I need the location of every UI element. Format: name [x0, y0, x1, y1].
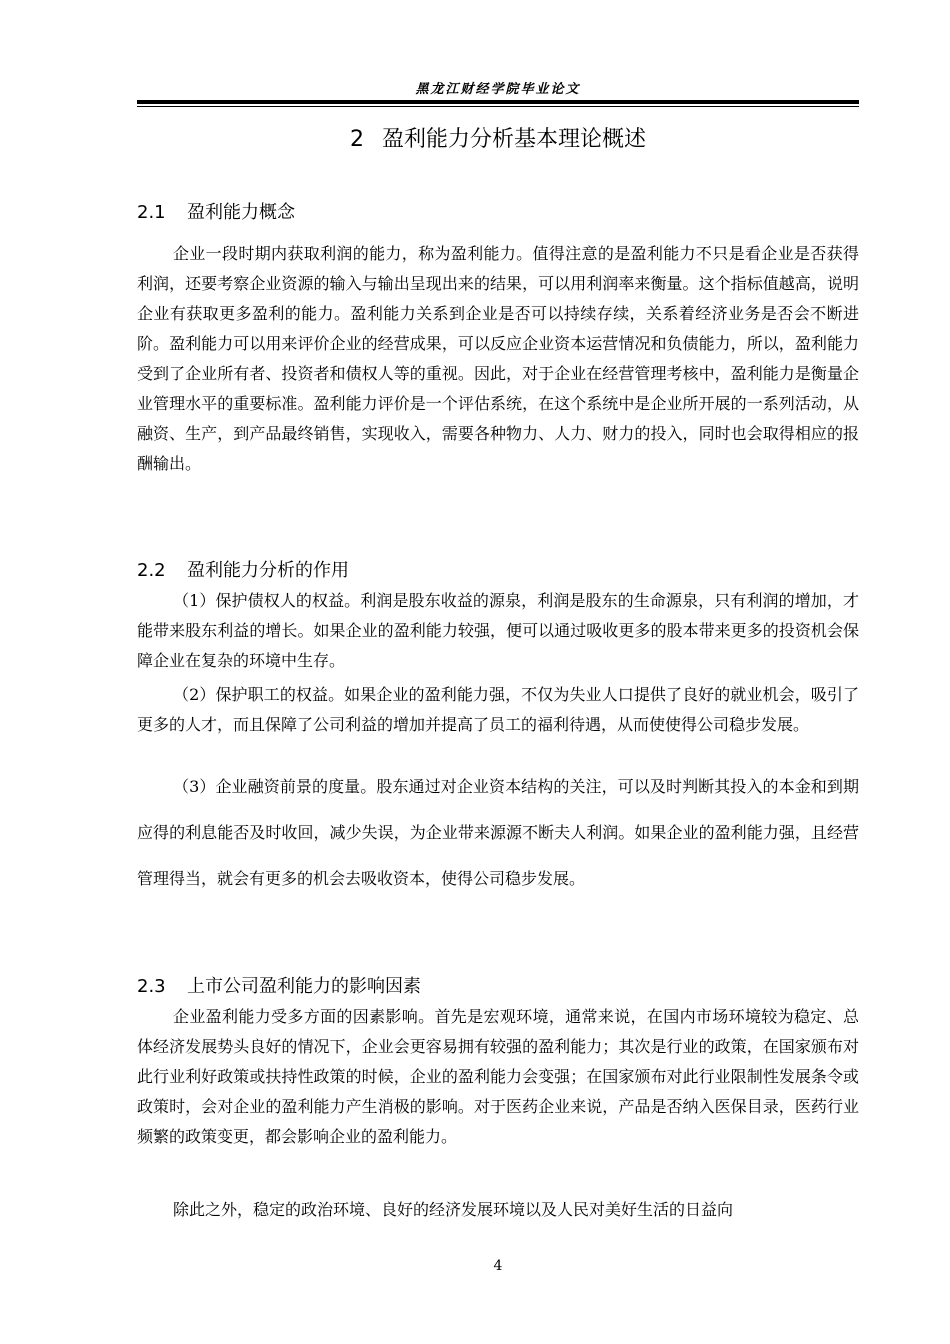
section-heading-2-2	[137, 556, 349, 582]
section-number: 2.3	[137, 976, 166, 997]
header-rule-thick	[137, 100, 859, 104]
paragraph: 企业盈利能力受多方面的因素影响。首先是宏观环境，通常来说，在国内市场环境较为稳定、总体经济发展势头良好的情况下，企业会更容易拥有较强的盈利能力；其次是行业的政策，在国家颁布对此行业利好政策或扶持性政策的时候，企业的盈利能力会变强；在国家颁布对此行业限制性发展条令或政策时，会对企业的盈利能力产生消极的影响。对于医药企业来说，产品是否纳入医保目录，医药行业频繁的政策变更，都会影响企业的盈利能力。	[137, 1007, 859, 1146]
section-heading-2-3	[137, 972, 421, 998]
section-title: 盈利能力概念	[187, 202, 295, 223]
paragraph: 企业一段时期内获取利润的能力，称为盈利能力。值得注意的是盈利能力不只是看企业是否获得利润，还要考察企业资源的输入与输出呈现出来的结果，可以用利润率来衡量。这个指标值越高，说明企业有获取更多盈利的能力。盈利能力关系到企业是否可以持续存续，关系着经济业务是否会不断进阶。盈利能力可以用来评价企业的经营成果，可以反应企业资本运营情况和负债能力，所以，盈利能力受到了企业所有者、投资者和债权人等的重视。因此，对于企业在经营管理考核中，盈利能力是衡量企业管理水平的重要标准。盈利能力评价是一个评估系统，在这个系统中是企业所开展的一系列活动，从融资、生产，到产品最终销售，实现收入，需要各种物力、人力、财力的投入，同时也会取得相应的报酬输出。	[137, 244, 859, 473]
section-number: 2.1	[137, 202, 166, 223]
chapter-number: 2	[349, 127, 364, 152]
running-header: 黑龙江财经学院毕业论文	[415, 82, 581, 97]
section-title: 上市公司盈利能力的影响因素	[187, 976, 421, 997]
page-number: 4	[493, 1258, 503, 1274]
paragraph: （2）保护职工的权益。如果企业的盈利能力强，不仅为失业人口提供了良好的就业机会，吸引了更多的人才，而且保障了公司利益的增加并提高了员工的福利待遇，从而使使得公司稳步发展。	[137, 685, 859, 734]
paragraph: （1）保护债权人的权益。利润是股东收益的源泉，利润是股东的生命源泉，只有利润的增加，才能带来股东利益的增长。如果企业的盈利能力较强，便可以通过吸收更多的股本带来更多的投资机会保障企业在复杂的环境中生存。	[137, 591, 859, 670]
section-number: 2.2	[137, 560, 166, 581]
section-heading-2-1	[137, 198, 295, 224]
chapter-title	[137, 122, 859, 153]
header-rule-thin	[137, 106, 859, 107]
paragraph: （3）企业融资前景的度量。股东通过对企业资本结构的关注，可以及时判断其投入的本金和到期应得的利息能否及时收回，减少失误，为企业带来源源不断夫人利润。如果企业的盈利能力强，且经营管理得当，就会有更多的机会去吸收资本，使得公司稳步发展。	[137, 777, 859, 888]
chapter-title-text: 盈利能力分析基本理论概述	[381, 127, 646, 152]
section-title: 盈利能力分析的作用	[187, 560, 349, 581]
paragraph: 除此之外，稳定的政治环境、良好的经济发展环境以及人民对美好生活的日益向	[173, 1200, 734, 1219]
